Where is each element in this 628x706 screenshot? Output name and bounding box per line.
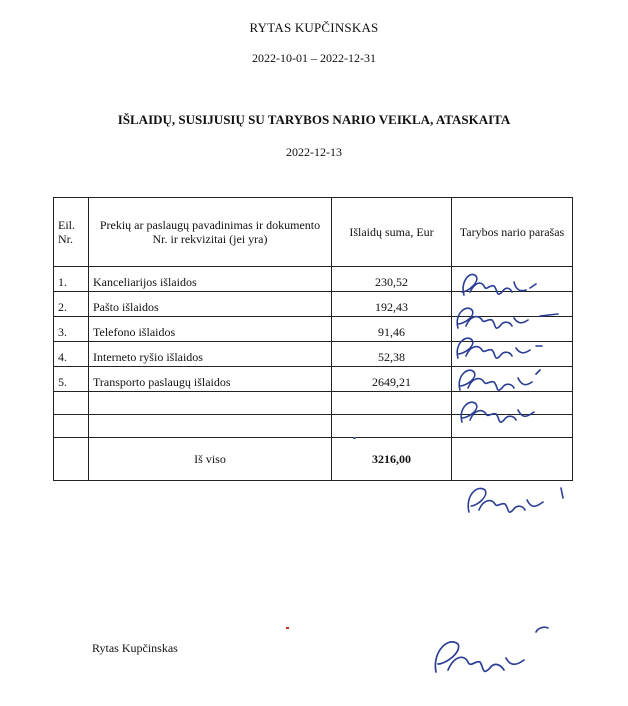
row-sum: 2649,21 (332, 367, 452, 392)
row-name: Transporto paslaugų išlaidos (89, 367, 332, 392)
row-sum: 91,46 (332, 317, 452, 342)
ink-speck (286, 627, 289, 629)
row-sum: 230,52 (332, 267, 452, 292)
report-date: 2022-12-13 (286, 145, 342, 159)
row-nr: 5. (54, 367, 89, 392)
total-sum: 3216,00 (332, 438, 452, 481)
signer-name: Rytas Kupčinskas (92, 641, 178, 655)
total-label: Iš viso (89, 438, 332, 481)
total-row (54, 438, 573, 481)
person-name: RYTAS KUPČINSKAS (249, 20, 379, 35)
ink-speck (353, 437, 356, 439)
table-header-row (54, 198, 573, 267)
row-sum: 192,43 (332, 292, 452, 317)
row-nr: 2. (54, 292, 89, 317)
col-header-signature: Tarybos nario parašas (452, 198, 573, 267)
col-header-nr: Eil. Nr. (54, 198, 89, 267)
footer-signature-icon (420, 622, 560, 692)
col-header-sum: Išlaidų suma, Eur (332, 198, 452, 267)
row-nr: 1. (54, 267, 89, 292)
row-nr: 3. (54, 317, 89, 342)
row-name: Telefono išlaidos (89, 317, 332, 342)
row-name: Kanceliarijos išlaidos (89, 267, 332, 292)
row-nr: 4. (54, 342, 89, 367)
row-name: Pašto išlaidos (89, 292, 332, 317)
total-signature-icon (455, 478, 575, 523)
row-signatures-icon (440, 262, 580, 437)
report-title: IŠLAIDŲ, SUSIJUSIŲ SU TARYBOS NARIO VEIKLA, ATASKAITA (117, 112, 511, 127)
total-signature-cell (452, 438, 573, 481)
report-period: 2022-10-01 – 2022-12-31 (252, 51, 376, 65)
col-header-name: Prekių ar paslaugų pavadinimas ir dokumento Nr. ir rekvizitai (jei yra) (89, 198, 332, 267)
row-sum: 52,38 (332, 342, 452, 367)
row-name: Interneto ryšio išlaidos (89, 342, 332, 367)
